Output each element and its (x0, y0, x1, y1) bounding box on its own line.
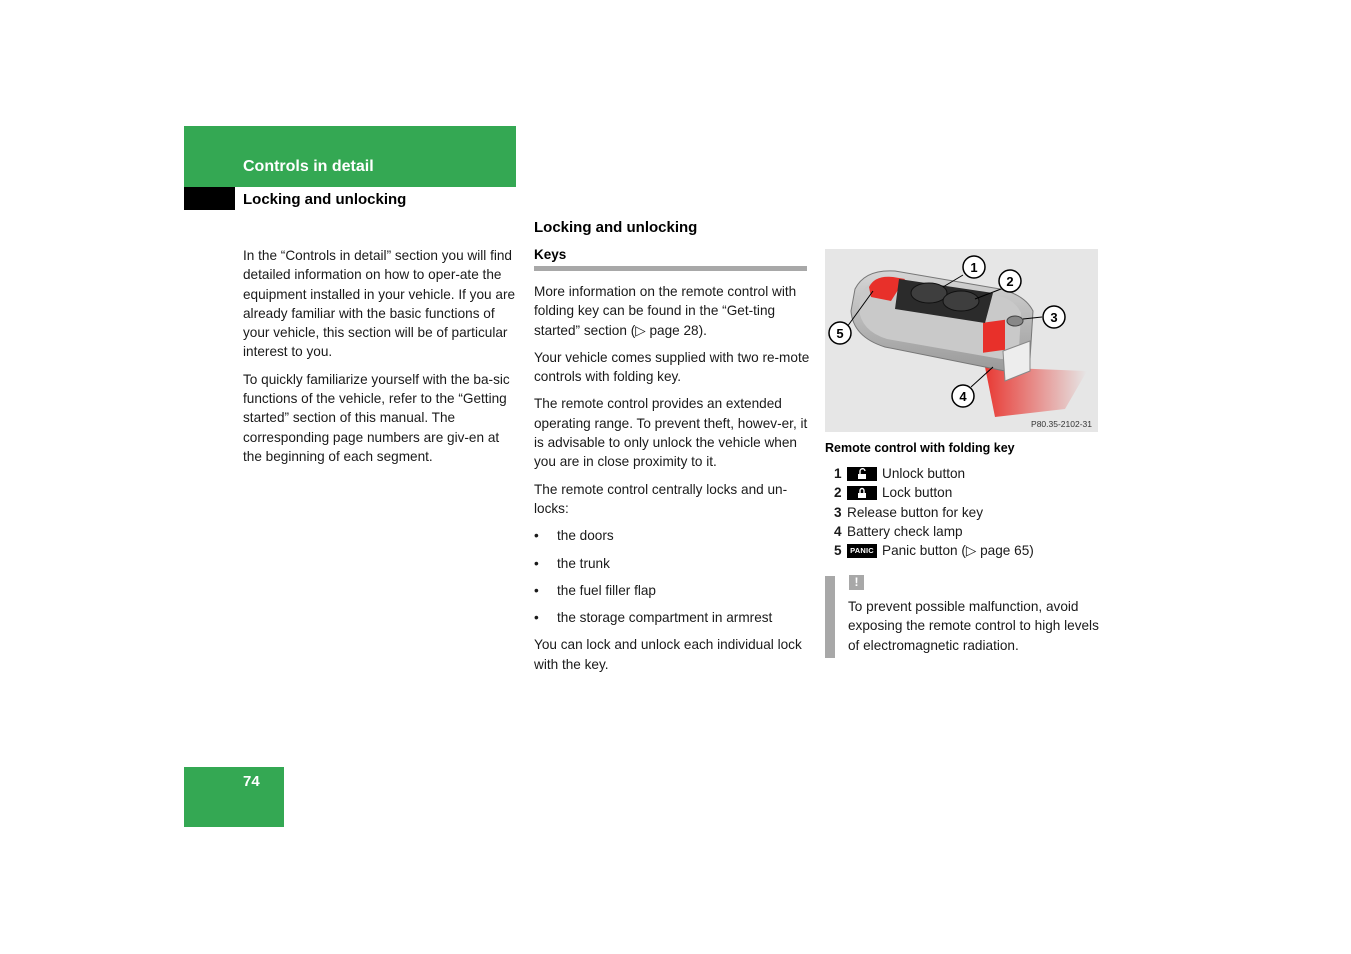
legend-item (834, 541, 1034, 560)
legend-number: 5 (834, 543, 842, 559)
legend-label: Release button for key (847, 504, 984, 520)
legend-item (834, 503, 1034, 522)
legend-number: 4 (834, 523, 842, 539)
note-bar (825, 576, 835, 658)
list-item: • the doors (534, 526, 810, 545)
heading-rule (534, 266, 807, 271)
figure-legend (834, 464, 1034, 560)
subsection-title: Locking and unlocking (243, 191, 407, 208)
svg-text:1: 1 (970, 260, 978, 275)
list-item: • the trunk (534, 554, 810, 573)
remote-key-drawing (825, 249, 1098, 432)
list-item: • the fuel filler flap (534, 581, 810, 600)
callout-4 (952, 385, 974, 407)
intro-text (243, 246, 518, 474)
intro-paragraph: In the “Controls in detail” section you will find detailed information on how to oper-ate the equipment installed in your vehicle. If you are already familiar with the basic functions of your vehicle, this section will be of particular interest to you. (243, 248, 516, 360)
unlock-icon (847, 467, 877, 481)
legend-label: Panic button (▷ page 65) (882, 543, 1034, 559)
keys-heading: Keys (534, 247, 567, 262)
intro-paragraph: To quickly familiarize yourself with the ba-sic functions of the vehicle, refer to the “Getting started” section of this manual. The corresponding page numbers are giv-en at the beginning of each segment. (243, 371, 510, 464)
page-number: 74 (243, 773, 260, 790)
legend-number: 1 (834, 466, 842, 481)
legend-item (834, 483, 1034, 502)
legend-number: 3 (834, 504, 842, 520)
section-title: Controls in detail (243, 158, 374, 175)
legend-item (834, 522, 1034, 541)
body-paragraph: Your vehicle comes supplied with two re-mote controls with folding key. (534, 349, 810, 385)
legend-item (834, 464, 1034, 483)
page-number-band (184, 767, 284, 827)
subsection-marker (184, 187, 235, 210)
panic-icon: PANIC (847, 544, 877, 558)
svg-text:4: 4 (959, 389, 967, 404)
callout-2 (999, 270, 1021, 292)
legend-label: Unlock button (882, 466, 966, 481)
lock-targets-list (534, 526, 810, 627)
body-paragraph: The remote control centrally locks and un-locks: (534, 481, 788, 516)
main-text (534, 282, 810, 682)
legend-number: 2 (834, 485, 842, 501)
lock-icon (847, 486, 877, 500)
body-paragraph: More information on the remote control with folding key can be found in the “Get-ting started” section (▷ page 28). (534, 284, 797, 338)
svg-text:3: 3 (1050, 310, 1058, 325)
main-heading: Locking and unlocking (534, 219, 698, 236)
figure-caption: Remote control with folding key (825, 441, 1015, 455)
callout-3 (1043, 306, 1065, 328)
svg-text:2: 2 (1006, 274, 1014, 289)
body-paragraph: You can lock and unlock each individual lock with the key. (534, 637, 802, 672)
callout-5 (829, 322, 851, 344)
svg-text:5: 5 (836, 326, 844, 341)
section-header-band (184, 126, 516, 187)
legend-label: Lock button (882, 485, 953, 501)
note-text: To prevent possible malfunction, avoid exposing the remote control to high levels of electromagnetic radiation. (848, 599, 1099, 653)
warning-icon: ! (849, 575, 864, 590)
figure-code: P80.35-2102-31 (1031, 419, 1092, 429)
body-paragraph: The remote control provides an extended operating range. To prevent theft, howev-er, it is advisable to only unlock the vehicle when you are in close proximity to it. (534, 396, 808, 470)
remote-control-illustration (825, 249, 1098, 432)
callout-1 (963, 256, 985, 278)
legend-label: Battery check lamp (847, 523, 963, 539)
list-item: • the storage compartment in armrest (534, 608, 810, 627)
